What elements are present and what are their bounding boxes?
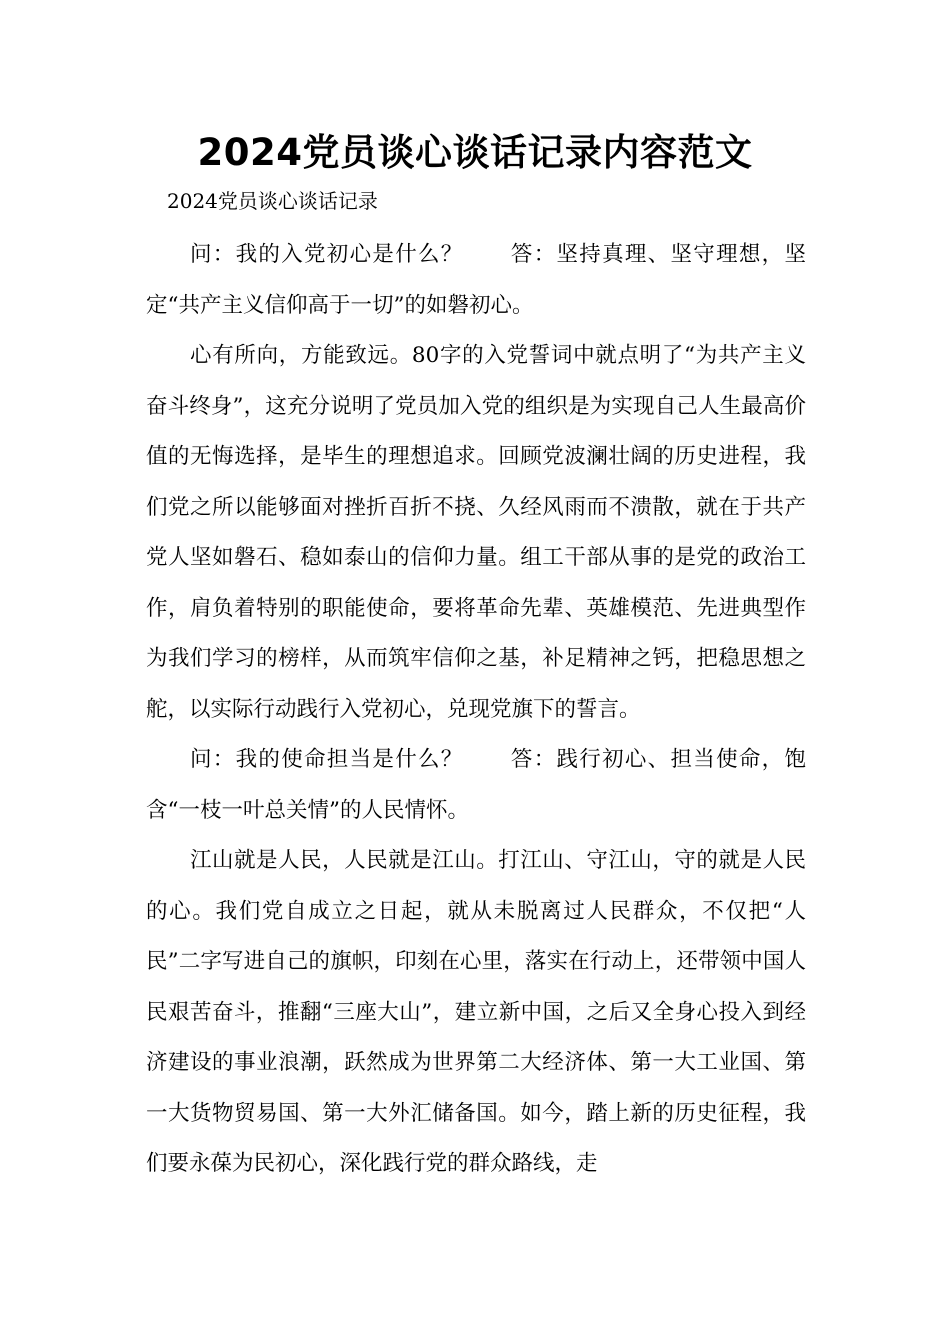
qa-paragraph-2 xyxy=(146,735,806,836)
document-title: 2024党员谈心谈话记录内容范文 xyxy=(197,131,753,174)
body-paragraph-2: 江山就是人民，人民就是江山。打江山、守江山，守的就是人民的心。我们党自成立之日起，就从未脱离过人民群众，不仅把“人民”二字写进自己的旗帜，印刻在心里，落实在行动上，还带领中国人民艰苦奋斗，推翻“三座大山”，建立新中国，之后又全身心投入到经济建设的事业浪潮，跃然成为世界第二大经济体、第一大工业国、第一大货物贸易国、第一大外汇储备国。如今，踏上新的历史征程，我们要永葆为民初心，深化践行党的群众路线，走 xyxy=(146,848,806,1176)
body-paragraph-1: 心有所向，方能致远。80字的入党誓词中就点明了“为共产主义奋斗终身”，这充分说明了党员加入党的组织是为实现自己人生最高价值的无悔选择，是毕生的理想追求。回顾党波澜壮阔的历史进程，我们党之所以能够面对挫折百折不挠、久经风雨而不溃散，就在于共产党人坚如磐石、稳如泰山的信仰力量。组工干部从事的是党的政治工作，肩负着特别的职能使命，要将革命先辈、英雄模范、先进典型作为我们学习的榜样，从而筑牢信仰之基，补足精神之钙，把稳思想之舵，以实际行动践行入党初心，兑现党旗下的誓言。 xyxy=(146,343,806,722)
question-1: 问：我的入党初心是什么？ xyxy=(190,242,464,267)
document-body xyxy=(146,230,806,1190)
qa-paragraph-1 xyxy=(146,230,806,331)
answer-2: 答：践行初心、担当使命，饱含“一枝一叶总关情”的人民情怀。 xyxy=(146,747,806,823)
answer-1: 答：坚持真理、坚守理想，坚定“共产主义信仰高于一切”的如磐初心。 xyxy=(146,242,806,318)
document-subtitle: 2024党员谈心谈话记录 xyxy=(167,189,378,213)
question-2: 问：我的使命担当是什么？ xyxy=(190,747,464,772)
